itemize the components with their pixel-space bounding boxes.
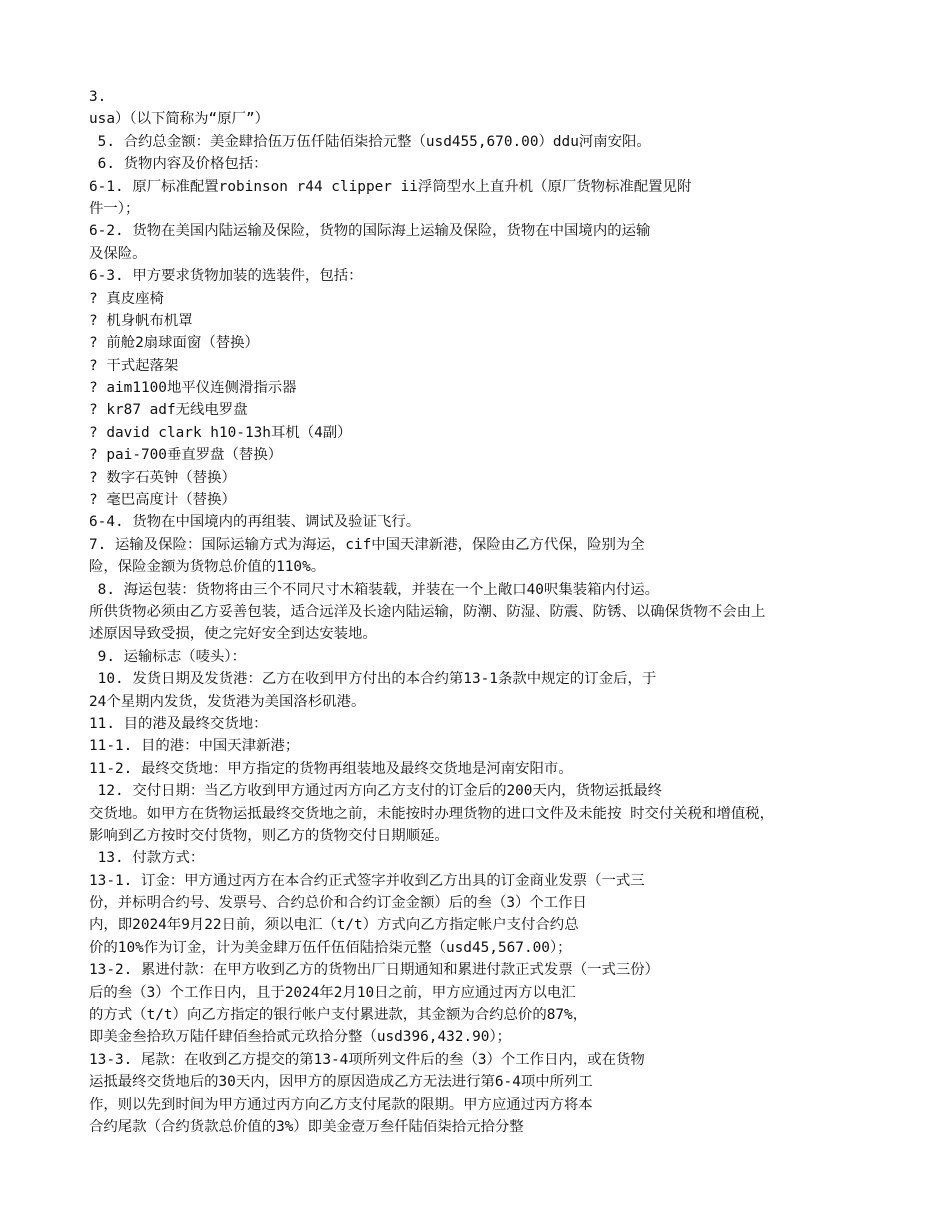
text-line: usa）（以下简称为“原厂”） (89, 111, 270, 128)
text-line: 后的叁（3）个工作日内，且于2024年2月10日之前，甲方应通过丙方以电汇 (89, 984, 576, 1001)
text-line: 11-2. 最终交货地：甲方指定的货物再组装地及最终交货地是河南安阳市。 (89, 760, 573, 777)
text-line: 7. 运输及保险：国际运输方式为海运，cif中国天津新港，保险由乙方代保，险别为全 (89, 536, 645, 553)
text-line: 即美金叁拾玖万陆仟肆佰叁拾贰元玖拾分整（usd396,432.90）； (89, 1029, 512, 1046)
text-line: 11. 目的港及最终交货地： (89, 715, 268, 732)
text-line: 的方式（t/t）向乙方指定的银行帐户支付累进款，其金额为合约总价的87%， (89, 1007, 588, 1024)
text-line: ? 毫巴高度计（替换） (89, 492, 236, 509)
text-line: 述原因导致受损，使之完好安全到达安装地。 (89, 626, 377, 643)
text-line: 件一）； (89, 200, 140, 217)
text-line: ? 真皮座椅 (89, 290, 164, 307)
text-line: 6-4. 货物在中国境内的再组装、调试及验证飞行。 (89, 514, 421, 531)
text-line: 6-1. 原厂标准配置robinson r44 clipper ii浮筒型水上直升机（原厂货物标准配置见附 (89, 178, 692, 195)
text-line: 3. (89, 89, 107, 105)
text-line: ? 数字石英钟（替换） (89, 469, 236, 486)
text-line: 6-2. 货物在美国内陆运输及保险，货物的国际海上运输及保险，货物在中国境内的运输 (89, 223, 651, 240)
text-line: ? 干式起落架 (89, 357, 179, 374)
text-line: 8. 海运包装：货物将由三个不同尺寸木箱装载，并装在一个上敞口40呎集装箱内付运。 (89, 581, 660, 598)
text-line: 13. 付款方式： (89, 850, 205, 867)
text-line: ? david clark h10-13h耳机（4副） (89, 424, 352, 441)
text-line: 9. 运输标志（唛头）： (89, 648, 246, 665)
text-line: ? 前舱2扇球面窗（替换） (89, 335, 259, 352)
text-line: 影响到乙方按时交付货物，则乙方的货物交付日期顺延。 (89, 827, 449, 844)
text-line: 险，保险金额为货物总价值的110%。 (89, 559, 326, 576)
text-line: ? pai-700垂直罗盘（替换） (89, 447, 283, 464)
text-line: 13-3. 尾款：在收到乙方提交的第13-4项所列文件后的叁（3）个工作日内，或在货物 (89, 1051, 645, 1068)
text-line: 6. 货物内容及价格包括： (89, 156, 268, 173)
text-line: 所供货物必须由乙方妥善包装，适合远洋及长途内陆运输，防潮、防湿、防震、防锈、以确保货物不会由上 (89, 603, 766, 620)
text-line: 13-2. 累进付款：在甲方收到乙方的货物出厂日期通知和累进付款正式发票（一式三份） (89, 962, 660, 979)
document-body (89, 86, 920, 1138)
text-line: 11-1. 目的港：中国天津新港； (89, 738, 300, 755)
text-line: 及保险。 (89, 245, 147, 262)
text-line: 合约尾款（合约货款总价值的3%）即美金壹万叁仟陆佰柒拾元拾分整 (89, 1118, 524, 1135)
text-line: 6-3. 甲方要求货物加装的选装件，包括： (89, 268, 363, 285)
text-line: 5. 合约总金额：美金肆拾伍万伍仟陆佰柒拾元整（usd455,670.00）ddu河南安阳。 (89, 133, 651, 150)
text-line: 24个星期内发货，发货港为美国洛杉矶港。 (89, 693, 366, 710)
text-line: 10. 发货日期及发货港：乙方在收到甲方付出的本合约第13-1条款中规定的订金后，于 (89, 671, 657, 688)
text-line: 交货地。如甲方在货物运抵最终交货地之前，未能按时办理货物的进口文件及未能按 时交付关税和增值税， (89, 805, 775, 822)
text-line: 作，则以先到时间为甲方通过丙方向乙方支付尾款的限期。甲方应通过丙方将本 (89, 1096, 593, 1113)
text-line: 价的10%作为订金，计为美金肆万伍仟伍佰陆拾柒元整（usd45,567.00）； (89, 939, 572, 956)
text-line: ? kr87 adf无线电罗盘 (89, 402, 248, 419)
text-line: 内，即2024年9月22日前，须以电汇（t/t）方式向乙方指定帐户支付合约总 (89, 917, 579, 934)
text-line: 13-1. 订金：甲方通过丙方在本合约正式签字并收到乙方出具的订金商业发票（一式三 (89, 872, 645, 889)
text-line: 运抵最终交货地后的30天内，因甲方的原因造成乙方无法进行第6-4项中所列工 (89, 1074, 593, 1091)
text-line: ? aim1100地平仪连侧滑指示器 (89, 380, 297, 397)
text-line: 12. 交付日期：当乙方收到甲方通过丙方向乙方支付的订金后的200天内，货物运抵最终 (89, 783, 662, 800)
text-line: ? 机身帆布机罩 (89, 312, 193, 329)
text-line: 份，并标明合约号、发票号、合约总价和合约订金金额）后的叁（3）个工作日 (89, 895, 587, 912)
